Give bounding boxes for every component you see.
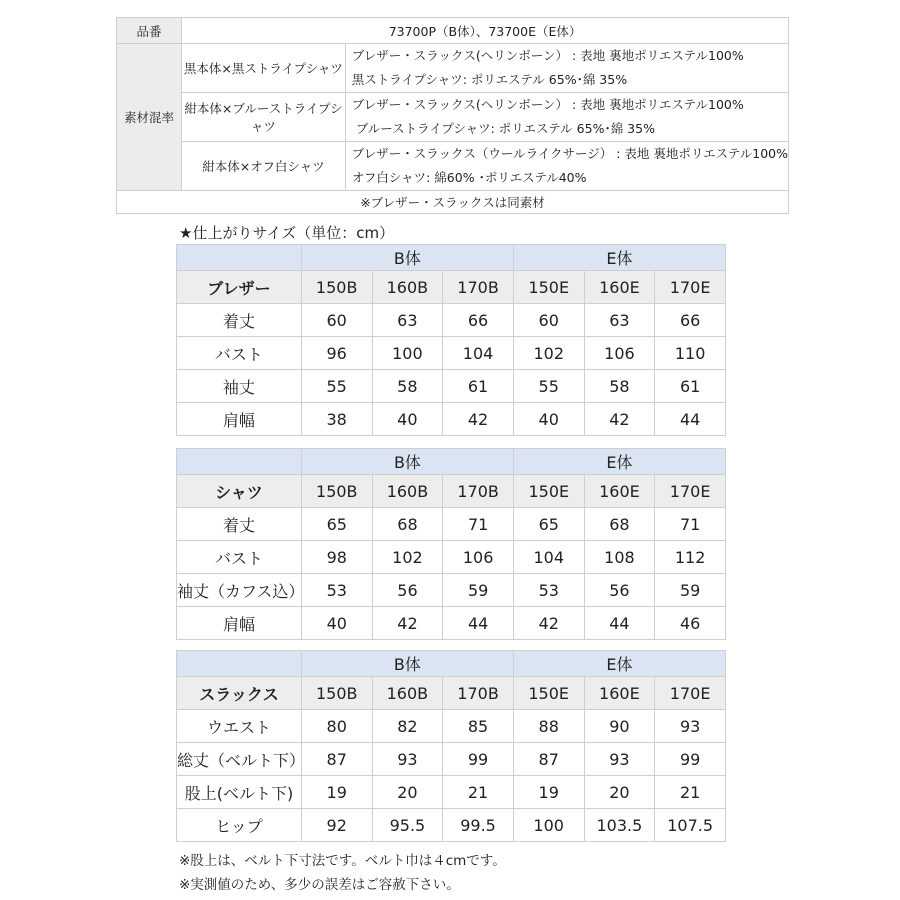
group-header-blank	[177, 449, 302, 475]
table-row	[177, 541, 726, 574]
measure-value: 40	[513, 403, 584, 436]
material-composition	[345, 93, 788, 142]
measure-value: 96	[301, 337, 372, 370]
spec-note: ※ブレザー・スラックスは同素材	[117, 191, 789, 214]
group-header-e: E体	[513, 651, 725, 677]
table-row	[177, 508, 726, 541]
group-header-e: E体	[513, 245, 725, 271]
size-header: 150E	[513, 677, 584, 710]
group-header-row	[177, 245, 726, 271]
measure-value: 56	[584, 574, 655, 607]
color-variant: 紺本体×オフ白シャツ	[182, 142, 346, 191]
measure-value: 104	[443, 337, 514, 370]
measure-value: 60	[513, 304, 584, 337]
measure-value: 53	[301, 574, 372, 607]
size-header: 150B	[301, 475, 372, 508]
measure-label: 着丈	[177, 508, 302, 541]
table-row	[177, 743, 726, 776]
table-row	[177, 304, 726, 337]
size-header: 170B	[443, 271, 514, 304]
measure-value: 38	[301, 403, 372, 436]
size-header: 150B	[301, 271, 372, 304]
measure-label: 総丈（ベルト下）	[177, 743, 302, 776]
size-header: 170B	[443, 475, 514, 508]
measure-value: 66	[443, 304, 514, 337]
measure-value: 100	[372, 337, 443, 370]
measure-value: 68	[584, 508, 655, 541]
measure-label: 袖丈	[177, 370, 302, 403]
measure-value: 59	[655, 574, 726, 607]
measure-value: 44	[443, 607, 514, 640]
measure-value: 112	[655, 541, 726, 574]
measure-value: 87	[301, 743, 372, 776]
blazer-size-table	[176, 244, 726, 436]
size-header: 170E	[655, 677, 726, 710]
measure-label: ヒップ	[177, 809, 302, 842]
size-header-row	[177, 677, 726, 710]
group-header-row	[177, 651, 726, 677]
measure-value: 93	[584, 743, 655, 776]
measure-value: 55	[513, 370, 584, 403]
group-header-row	[177, 449, 726, 475]
category-name: ブレザー	[177, 271, 302, 304]
measure-value: 71	[655, 508, 726, 541]
table-row	[177, 607, 726, 640]
measure-value: 42	[584, 403, 655, 436]
measure-label: バスト	[177, 337, 302, 370]
measure-value: 102	[372, 541, 443, 574]
spec-note-row	[117, 191, 789, 214]
measure-value: 106	[443, 541, 514, 574]
measure-value: 61	[443, 370, 514, 403]
measure-value: 100	[513, 809, 584, 842]
measure-value: 55	[301, 370, 372, 403]
measure-value: 104	[513, 541, 584, 574]
measure-value: 92	[301, 809, 372, 842]
color-variant: 黒本体×黒ストライプシャツ	[182, 44, 346, 93]
measure-value: 71	[443, 508, 514, 541]
material-line: 黒ストライプシャツ: ポリエステル 65%･綿 35%	[351, 72, 628, 87]
measure-value: 106	[584, 337, 655, 370]
size-header: 150E	[513, 271, 584, 304]
measure-value: 42	[372, 607, 443, 640]
measure-value: 58	[584, 370, 655, 403]
measure-value: 108	[584, 541, 655, 574]
material-composition	[345, 142, 788, 191]
size-header: 160E	[584, 475, 655, 508]
group-header-b: B体	[301, 651, 513, 677]
measure-value: 82	[372, 710, 443, 743]
measure-value: 19	[301, 776, 372, 809]
measure-value: 66	[655, 304, 726, 337]
measure-label: 股上(ベルト下)	[177, 776, 302, 809]
material-row	[117, 44, 789, 93]
product-code-value: 73700P（B体）、73700E（E体）	[182, 18, 789, 44]
size-header: 160B	[372, 271, 443, 304]
material-row	[117, 93, 789, 142]
group-header-b: B体	[301, 449, 513, 475]
measure-value: 61	[655, 370, 726, 403]
table-row	[177, 370, 726, 403]
size-header: 160E	[584, 271, 655, 304]
measure-value: 85	[443, 710, 514, 743]
measure-value: 99	[655, 743, 726, 776]
size-header: 150B	[301, 677, 372, 710]
material-row	[117, 142, 789, 191]
size-header-row	[177, 271, 726, 304]
measure-value: 93	[372, 743, 443, 776]
measure-value: 42	[513, 607, 584, 640]
table-row	[177, 337, 726, 370]
material-label: 素材混率	[117, 44, 182, 191]
spec-table	[116, 17, 789, 214]
size-header: 160E	[584, 677, 655, 710]
measure-value: 44	[584, 607, 655, 640]
measure-value: 68	[372, 508, 443, 541]
measure-value: 40	[301, 607, 372, 640]
measure-value: 63	[584, 304, 655, 337]
size-header: 170B	[443, 677, 514, 710]
material-composition	[345, 44, 788, 93]
measure-value: 20	[584, 776, 655, 809]
measure-value: 59	[443, 574, 514, 607]
measure-value: 102	[513, 337, 584, 370]
size-header: 170E	[655, 475, 726, 508]
measure-value: 95.5	[372, 809, 443, 842]
measure-value: 19	[513, 776, 584, 809]
measure-value: 98	[301, 541, 372, 574]
measure-label: 肩幅	[177, 403, 302, 436]
size-title: ★仕上がりサイズ（単位：cm）	[179, 224, 395, 242]
table-row	[177, 710, 726, 743]
measure-value: 56	[372, 574, 443, 607]
category-name: シャツ	[177, 475, 302, 508]
measure-label: 肩幅	[177, 607, 302, 640]
footnote: ※実測値のため、多少の誤差はご容赦下さい。	[179, 877, 460, 893]
measure-value: 110	[655, 337, 726, 370]
measure-value: 103.5	[584, 809, 655, 842]
group-header-e: E体	[513, 449, 725, 475]
measure-value: 90	[584, 710, 655, 743]
category-name: スラックス	[177, 677, 302, 710]
table-row	[177, 574, 726, 607]
measure-value: 21	[443, 776, 514, 809]
size-header: 150E	[513, 475, 584, 508]
material-line: ブルーストライプシャツ: ポリエステル 65%･綿 35%	[355, 121, 655, 136]
material-line: ブレザー・スラックス(ヘリンボーン） : 表地 裏地ポリエステル100%	[351, 97, 744, 112]
slacks-size-table	[176, 650, 726, 842]
size-header: 170E	[655, 271, 726, 304]
size-header: 160B	[372, 677, 443, 710]
measure-value: 60	[301, 304, 372, 337]
measure-label: バスト	[177, 541, 302, 574]
measure-value: 40	[372, 403, 443, 436]
measure-value: 99	[443, 743, 514, 776]
material-line: オフ白シャツ: 綿60% ･ポリエステル40%	[351, 170, 587, 185]
color-variant: 紺本体×ブルーストライプシャツ	[182, 93, 346, 142]
size-header-row	[177, 475, 726, 508]
group-header-blank	[177, 651, 302, 677]
material-line: ブレザー・スラックス(ヘリンボーン） : 表地 裏地ポリエステル100%	[351, 48, 744, 63]
measure-value: 21	[655, 776, 726, 809]
measure-value: 63	[372, 304, 443, 337]
measure-value: 93	[655, 710, 726, 743]
measure-value: 20	[372, 776, 443, 809]
measure-value: 65	[301, 508, 372, 541]
measure-value: 88	[513, 710, 584, 743]
product-code-label: 品番	[117, 18, 182, 44]
footnote: ※股上は、ベルト下寸法です。ベルト巾は４cmです。	[179, 853, 506, 869]
measure-value: 65	[513, 508, 584, 541]
size-header: 160B	[372, 475, 443, 508]
product-code-row	[117, 18, 789, 44]
measure-value: 46	[655, 607, 726, 640]
material-line: ブレザー・スラックス（ウールライクサージ） : 表地 裏地ポリエステル100%	[351, 146, 788, 161]
measure-value: 80	[301, 710, 372, 743]
table-row	[177, 776, 726, 809]
shirt-size-table	[176, 448, 726, 640]
measure-label: 袖丈（カフス込）	[177, 574, 302, 607]
measure-label: 着丈	[177, 304, 302, 337]
measure-value: 87	[513, 743, 584, 776]
group-header-blank	[177, 245, 302, 271]
group-header-b: B体	[301, 245, 513, 271]
measure-value: 44	[655, 403, 726, 436]
measure-value: 99.5	[443, 809, 514, 842]
measure-value: 107.5	[655, 809, 726, 842]
measure-value: 42	[443, 403, 514, 436]
measure-label: ウエスト	[177, 710, 302, 743]
measure-value: 53	[513, 574, 584, 607]
measure-value: 58	[372, 370, 443, 403]
table-row	[177, 403, 726, 436]
table-row	[177, 809, 726, 842]
